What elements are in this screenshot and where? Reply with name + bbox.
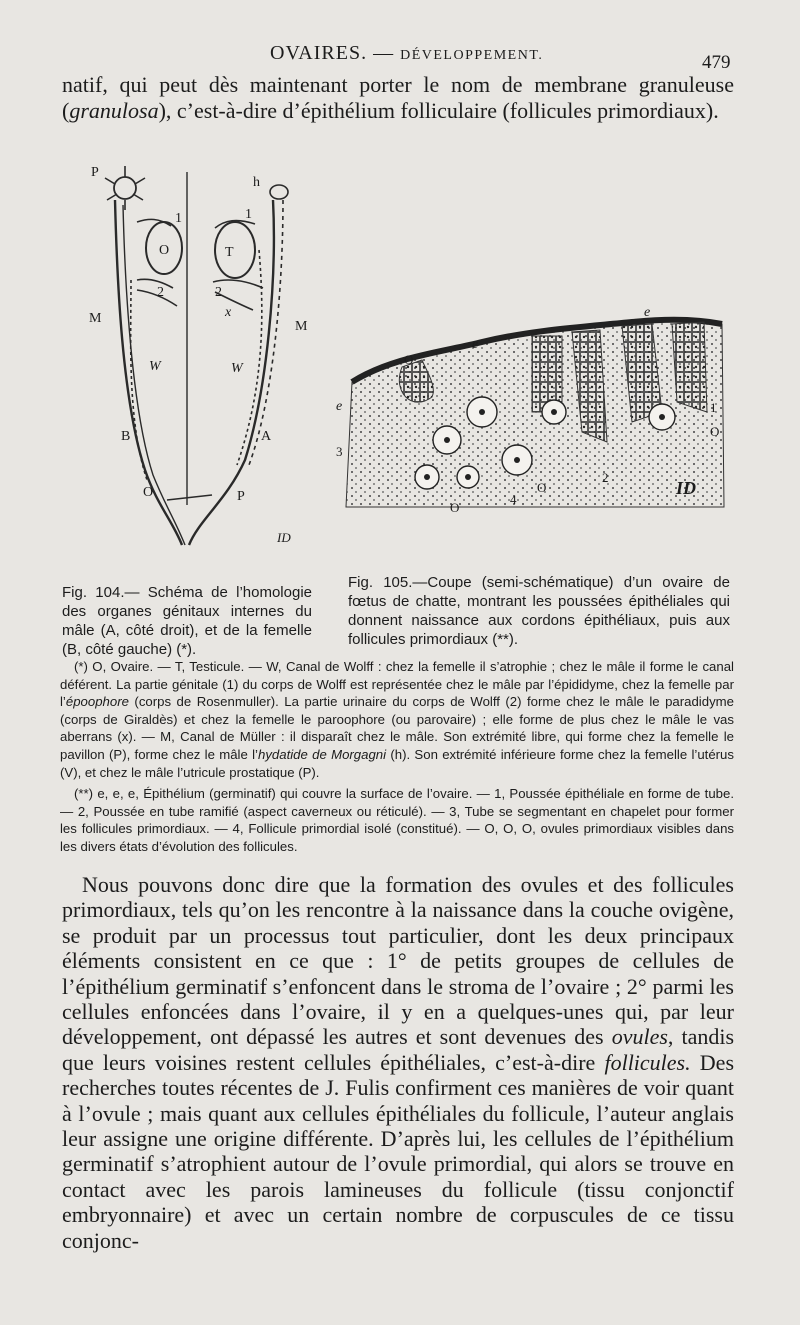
body-paragraph: [62, 872, 734, 1253]
fig105-signature: ID: [676, 478, 697, 498]
running-title: [270, 42, 543, 65]
footnotes: [60, 658, 734, 860]
fig104-label-2-left: 2: [157, 285, 164, 300]
fig104-label-t: T: [225, 245, 234, 260]
figure-105-caption-text: —Coupe (semi-schématique) d’un ovaire de fœtus de chatte, montrant les poussées épithéliales qui donnent naissance aux cordons épithéliaux, puis aux follicules primordiaux (**).: [348, 574, 730, 648]
intro-paren-open: (: [62, 98, 70, 123]
fig104-signature: ID: [277, 530, 291, 545]
body-paragraph-part-a: Nous pouvons donc dire que la formation des ovules et des follicules primordiaux, tels qu’on les rencontre à la naissance dans la couche ovigène, se produit par un processus tout particulier, dont les deux principaux éléments consistent en ce que : 1° de petits groupes de cellules de l’épithélium germinatif s’enfoncent dans le stroma de l’ovaire ; 2° parmi les cellules enfoncées dans l’ovaire, il y en a quelques-unes qui, par leur développement, ont dépassé les autres et sont devenues des: [62, 872, 734, 1050]
body-italic-follicules: follicules.: [604, 1049, 691, 1075]
fig105-label-o-right: O: [710, 424, 720, 439]
fig105-label-3: 3: [336, 444, 343, 459]
fig104-label-o-bottom: O: [143, 485, 154, 500]
fig104-label-1-right: 1: [245, 207, 252, 222]
footnote-1-part-b: (corps de Rosenmuller). La partie urinaire du corps de Wolff (2) forme chez le mâle le paradidyme (corps de Giraldès) et chez la femelle le paroophore (ou parovaire) ; elle forme de plus chez le mâle le vas aberrans (x). — M, Canal de Müller : il disparaît chez le mâle. Son extrémité libre, qui forme chez la femelle le pavillon (P), forme chez le mâle l’: [60, 694, 734, 762]
fig104-label-1-left: 1: [175, 211, 182, 226]
figure-104-caption: [62, 583, 312, 659]
footnote-1: [60, 658, 734, 781]
running-header: [0, 38, 800, 73]
body-paragraph-part-b: , tandis que leurs voisines restent cellules épithéliales, c’est-à-dire: [62, 1024, 735, 1075]
intro-italic-term: granulosa: [69, 98, 159, 123]
fig104-label-2-right: 2: [215, 285, 222, 300]
fig104-label-a: A: [261, 429, 272, 444]
figure-105-illustration: [332, 302, 732, 517]
footnote-1-italic-1: époophore: [65, 694, 129, 710]
fig104-label-w-right: W: [231, 361, 243, 376]
fig105-label-e-mid: e: [472, 337, 479, 352]
fig104-label-p-top: P: [91, 165, 99, 180]
fig105-label-e-left: e: [336, 399, 343, 414]
figure-105-caption: [348, 573, 730, 649]
fig105-label-2: 2: [602, 470, 609, 485]
body-italic-ovules: ovules: [611, 1024, 668, 1050]
figure-105-caption-label: Fig. 105.: [348, 574, 413, 591]
fig104-label-m-left: M: [89, 311, 102, 326]
footnote-2: (**) e, e, e, Épithélium (germinatif) qui couvre la surface de l’ovaire. — 1, Poussée épithéliale en forme de tube. — 2, Poussée en tube ramifié (aspect caverneux ou réticulé). — 3, Tube se segmentant en chapelet pour former les follicules primordiaux. — 4, Follicule primordial isolé (constitué). — O, O, O, ovules primordiaux visibles dans les divers états d’évolution des follicules.: [60, 786, 734, 854]
fig104-label-o: O: [159, 243, 170, 258]
fig104-label-w-left: W: [149, 359, 161, 374]
fig104-label-h: h: [253, 175, 260, 190]
footnote-1-part-a: (*) O, Ovaire. — T, Testicule. — W, Canal de Wolff : chez la femelle il s’atrophie ; chez le mâle il forme le canal déférent. La partie génitale (1) du corps de Wolff est représentée chez le mâle par l’épididyme, chez la femelle par l’: [60, 659, 734, 710]
running-title-main: OVAIRES. —: [270, 42, 401, 64]
fig104-label-b: B: [121, 429, 131, 444]
body-paragraph-part-c: Des recherches toutes récentes de J. Fulis confirment ces manières de voir quant à l’ovule ; mais quant aux cellules épithéliales du follicule, l’auteur anglais leur assigne une origine différente. D’après lui, les cellules de l’épithélium germinatif s’atrophient autour de l’ovule primordial, qui alors se trouve en contact avec les parois lamineuses du follicule (tissu conjonctif embryonnaire) et avec un certain nombre de corpuscules de ce tissu conjonc-: [62, 1049, 735, 1253]
intro-paragraph: [62, 72, 734, 124]
figure-104-caption-text: — Schéma de l’homologie des organes génitaux internes du mâle (A, côté droit), et de la femelle (B, côté gauche) (*).: [62, 584, 312, 658]
intro-line-2: ), c’est-à-dire d’épithélium folliculaire (follicules primordiaux).: [158, 98, 719, 123]
footnote-1-part-c: (h). Son extrémité inférieure forme chez la femelle l’utérus (V), et chez le mâle l’utricule prostatique (P).: [60, 746, 734, 780]
fig104-label-m-right: M: [295, 319, 308, 334]
figure-104-caption-label: Fig. 104.: [62, 584, 125, 601]
fig105-label-o-bottom: O: [537, 480, 547, 495]
fig105-label-e-top: e: [644, 305, 651, 320]
running-title-section: DÉVELOPPEMENT.: [400, 48, 544, 63]
intro-line-1: natif, qui peut dès maintenant porter le nom de membrane granuleuse: [62, 72, 734, 97]
fig105-label-1: 1: [710, 400, 717, 415]
page-number: 479: [702, 52, 731, 73]
footnote-1-italic-2: hydatide de Morgagni: [257, 746, 387, 762]
body-text: [62, 872, 734, 1253]
fig105-label-o-1: O: [404, 352, 414, 367]
fig105-label-4: 4: [510, 492, 517, 507]
fig104-label-x: x: [225, 305, 232, 320]
figure-104-illustration: [72, 160, 342, 560]
fig105-label-o-low: O: [450, 500, 460, 515]
fig104-label-p-bottom: P: [237, 489, 245, 504]
